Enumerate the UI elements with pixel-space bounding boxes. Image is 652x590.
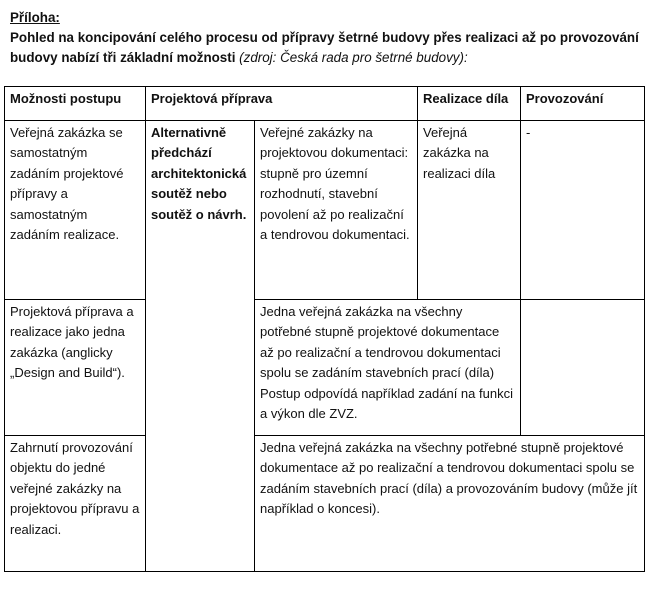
appendix-label: Příloha: [10,10,60,25]
row1-option: Veřejná zakázka se samostatným zadáním projektové přípravy a samostatným zadáním realizace. [5,121,146,300]
header-options: Možnosti postupu [5,87,146,121]
header-operation: Provozování [521,87,645,121]
row2-option-cell [5,300,146,436]
options-table [4,86,645,572]
heading-source: (zdroj: Česká rada pro šetrné budovy): [239,50,468,65]
heading-title: Pohled na koncipování celého procesu od přípravy šetrné budovy přes realizaci až po provozování budovy nabízí tři základní možnosti [10,30,639,65]
row3-merged: Jedna veřejná zakázka na všechny potřebné stupně projektové dokumentace až po realizační a tendrovou dokumentaci spolu se zadáním stavebních prací (díla) a provozováním budovy (může jít například o koncesi). [255,436,645,572]
header-realization: Realizace díla [418,87,521,121]
row3-option: Zahrnutí provozování objektu do jedné veřejné zakázky na projektovou přípravu a realizaci. [5,436,146,572]
row2-operation [521,300,645,436]
table-row [5,300,645,436]
competition-cell: Alternativně předchází architektonická soutěž nebo soutěž o návrh. [146,121,255,572]
row1-realization: Veřejná zakázka na realizaci díla [418,121,521,300]
table-row [5,436,645,572]
table-row [5,121,645,300]
row1-project: Veřejné zakázky na projektovou dokumentaci: stupně pro územní rozhodnutí, stavební povolení až po realizační a tendrovou dokumentaci. [255,121,418,300]
row2-merged: Jedna veřejná zakázka na všechny potřebné stupně projektové dokumentace až po realizační a tendrovou dokumentaci spolu se zadáním stavebních prací (díla) Postup odpovídá například zadání na funkci a výkon dle ZVZ. [255,300,521,436]
header-project-prep: Projektová příprava [146,87,418,121]
row2-option: Projektová příprava a realizace jako jedna zakázka (anglicky „Design and Build“). [10,304,134,381]
row1-operation: - [521,121,645,300]
document-heading [10,8,644,68]
header-row [5,87,645,121]
